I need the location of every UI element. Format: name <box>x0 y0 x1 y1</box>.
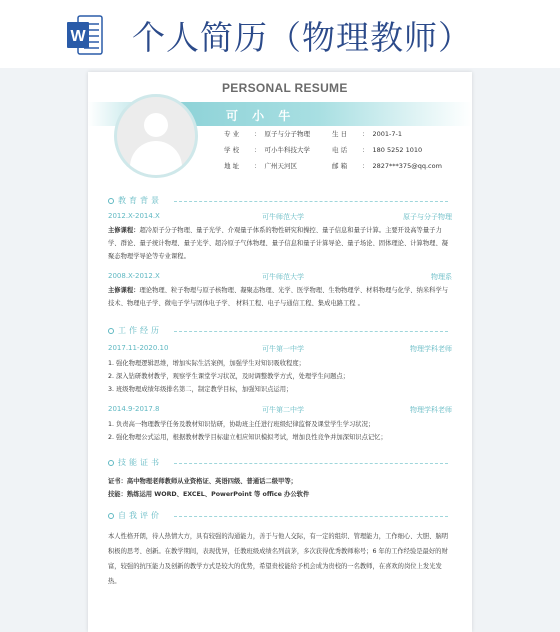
edu-major: 原子与分子物理 <box>403 213 452 221</box>
courses-text: 超冷原子分子物理、量子光学、介观量子体系的物性研究和操控、量子信息和量子计算。主要开设高等量子力学、群论、量子统计物理、量子光学、超冷原子气体物理、量子信息和量子计算导论、量子场论、固体理论、计算物理、凝聚态物理学导论等专业课程。 <box>108 227 449 260</box>
section-education <box>88 195 472 207</box>
edu-school: 可牛师范大学 <box>262 273 304 281</box>
edu-period: 2012.X-2014.X <box>108 212 160 220</box>
email-value: 2827***375@qq.com <box>372 162 442 170</box>
skills-content <box>108 475 454 501</box>
resume-page <box>88 72 472 632</box>
work-period: 2014.9-2017.8 <box>108 405 160 413</box>
section-work <box>88 325 472 337</box>
work-entry-2-header <box>108 405 452 415</box>
section-title: 工作经历 <box>118 326 162 335</box>
section-dot-icon <box>108 460 114 466</box>
section-skills <box>88 457 472 469</box>
work-entry-2-items <box>108 418 454 444</box>
edu-entry-1-courses <box>108 224 454 263</box>
list-item: 1. 负责高一物理教学任务及教材知识钻研，协助班主任进行班级纪律监督及课堂学生学习状况； <box>108 421 375 428</box>
work-role: 物理学科老师 <box>410 345 452 353</box>
info-phone: 电 话 ： 180 5252 1010 <box>332 146 423 154</box>
list-item: 1. 强化物理逻辑思维，增加实际生活案例，加强学生对知识吸收程度； <box>108 360 305 367</box>
section-title: 技能证书 <box>118 458 162 467</box>
info-address: 地 址 ： 广州天河区 <box>224 162 297 170</box>
work-period: 2017.11-2020.10 <box>108 344 169 352</box>
work-entry-1-header <box>108 344 452 354</box>
section-title: 教育背景 <box>118 196 162 205</box>
word-icon <box>66 14 104 56</box>
address-value: 广州天河区 <box>264 162 297 170</box>
edu-major: 物理系 <box>431 273 452 281</box>
phone-value: 180 5252 1010 <box>372 146 423 154</box>
avatar <box>114 94 198 178</box>
section-divider <box>174 516 448 517</box>
candidate-name: 可 小 牛 <box>226 109 296 123</box>
school-label: 学 校 <box>224 146 240 154</box>
work-org: 可牛第一中学 <box>262 345 304 353</box>
info-birth: 生 日 ： 2001-7-1 <box>332 130 403 138</box>
work-entry-1-items <box>108 357 454 396</box>
list-item: 3. 班级物理成绩年级排名第二，制定教学目标，加强知识点运用； <box>108 386 293 393</box>
work-role: 物理学科老师 <box>410 406 452 414</box>
document-header <box>0 0 560 68</box>
section-dot-icon <box>108 513 114 519</box>
avatar-body <box>130 141 182 178</box>
email-label: 邮 箱 <box>332 162 348 170</box>
list-item: 2. 强化物理公式运用，根据教材教学目标建立相应知识模拟考试，增加良性竞争并加深知识点记忆； <box>108 434 387 441</box>
list-item: 2. 深入钻研教材教学，观察学生课堂学习状况，及时调整教学方式，处理学生问题点； <box>108 373 349 380</box>
edu-entry-2-header <box>108 272 452 282</box>
skill-line: 技能：熟练运用 WORD、EXCEL、PowerPoint 等 office 办公软件 <box>108 491 310 498</box>
section-self-eval <box>88 510 472 522</box>
cert-line: 证书：高中物理老师教师从业资格证、英语四级、普通话二级甲等； <box>108 478 297 485</box>
major-label: 专 业 <box>224 130 240 138</box>
edu-entry-2-courses <box>108 284 454 310</box>
edu-school: 可牛师范大学 <box>262 213 304 221</box>
edu-entry-1-header <box>108 212 452 222</box>
section-dot-icon <box>108 198 114 204</box>
edu-period: 2008.X-2012.X <box>108 272 160 280</box>
section-divider <box>174 201 448 202</box>
birth-value: 2001-7-1 <box>372 130 403 138</box>
resume-heading-en: PERSONAL RESUME <box>222 81 348 95</box>
address-label: 地 址 <box>224 162 240 170</box>
section-divider <box>174 463 448 464</box>
courses-text: 理论物理、粒子物理与原子核物理、凝聚态物理、光学、医学物理、生物物理学、材料物理与化学、纳米科学与技术、物理电子学、微电子学与固体电子学、 材料工程、电子与通信工程、集成电路工程 。 <box>108 287 449 307</box>
page-title: 个人简历（物理教师） <box>132 18 472 57</box>
courses-label: 主修课程： <box>108 227 140 234</box>
info-email: 邮 箱 ： 2827***375@qq.com <box>332 162 442 170</box>
section-title: 自我评价 <box>118 511 162 520</box>
section-divider <box>174 331 448 332</box>
work-org: 可牛第二中学 <box>262 406 304 414</box>
svg-text:W: W <box>70 28 86 45</box>
school-value: 可小牛科技大学 <box>264 146 310 154</box>
major-value: 原子与分子物理 <box>264 130 310 138</box>
avatar-head <box>144 113 168 137</box>
section-dot-icon <box>108 328 114 334</box>
courses-label: 主修课程： <box>108 287 140 294</box>
phone-label: 电 话 <box>332 146 348 154</box>
birth-label: 生 日 <box>332 130 348 138</box>
self-eval-text: 本人性格开朗，待人热情大方，具有较强的沟通能力，善于与他人交际，有一定的组织、管理能力，工作细心、大胆、脑明积极的思考、创新。在教学期间，表现优异，任教班级成绩名列前茅，多次获得优秀教师称号；6 年的工作经验是最好的财富，较强的抗压能力及创新的教学方式是较大的优势，希望贵校能给予机会成为贵校的一名教师，在喜欢的岗位上发光发热。 <box>108 533 449 585</box>
info-major: 专 业 ： 原子与分子物理 <box>224 130 310 138</box>
info-school: 学 校 ： 可小牛科技大学 <box>224 146 310 154</box>
